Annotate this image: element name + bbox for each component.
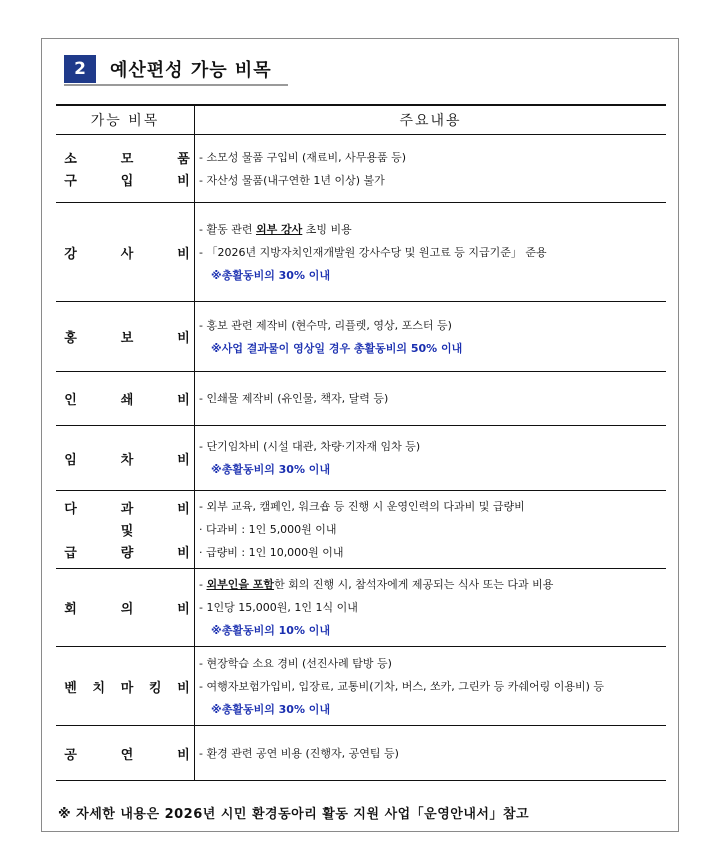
table-row xyxy=(56,491,666,569)
category-cell xyxy=(56,569,195,647)
content-cell xyxy=(195,726,667,781)
section-heading xyxy=(64,54,272,84)
content-line: - 외부 교육, 캠페인, 워크숍 등 진행 시 운영인력의 다과비 및 급량비 xyxy=(199,500,525,513)
category-char: 홍 xyxy=(64,331,77,346)
content-line xyxy=(199,573,666,596)
category-char: 쇄 xyxy=(120,393,134,408)
category-char: 회 xyxy=(64,602,77,617)
content-line: - 1인당 15,000원, 1인 1식 이내 xyxy=(199,601,358,614)
category-line xyxy=(56,597,194,619)
header-content: 주요내용 xyxy=(195,105,667,135)
category-char: 의 xyxy=(120,602,134,617)
content-line: - 현장학습 소요 경비 (선진사례 탐방 등) xyxy=(199,656,392,670)
category-cell xyxy=(56,372,195,426)
category-char: 킹 xyxy=(148,680,162,696)
heading-underline xyxy=(64,84,288,86)
category-char: 소 xyxy=(64,152,77,167)
underlined-text: 외부 강사 xyxy=(255,222,303,236)
content-line: - 인쇄물 제작비 (유인물, 책자, 달력 등) xyxy=(199,392,389,405)
category-char: 입 xyxy=(120,174,134,189)
category-cell xyxy=(56,726,195,781)
category-char: 비 xyxy=(177,502,190,517)
category-char: 비 xyxy=(177,680,190,696)
table-row xyxy=(56,426,666,491)
category-char: 량 xyxy=(120,546,134,561)
category-char: 급 xyxy=(64,546,77,561)
content-line: - 여행자보험가입비, 입장료, 교통비(기차, 버스, 쏘카, 그린카 등 카쉐어링 이용비) 등 xyxy=(199,679,605,693)
category-char: 사 xyxy=(120,246,134,262)
content-cell xyxy=(195,647,667,726)
header-category: 가능 비목 xyxy=(56,105,195,135)
category-cell xyxy=(56,426,195,491)
category-char: 공 xyxy=(64,747,77,763)
category-char: 비 xyxy=(177,602,190,617)
table-header-row xyxy=(56,105,666,135)
section-number: 2 xyxy=(64,55,96,83)
category-line xyxy=(56,447,194,469)
table-row xyxy=(56,203,666,302)
content-text: 한 회의 진행 시, 참석자에게 제공되는 식사 또는 다과 비용 xyxy=(274,578,554,591)
category-char: 비 xyxy=(177,331,190,346)
content-line: - 「2026년 지방자치인재개발원 강사수당 및 원고료 등 지급기준」 준용 xyxy=(199,245,547,259)
category-cell xyxy=(56,491,195,569)
category-char: 다 xyxy=(64,502,77,517)
table-row xyxy=(56,569,666,647)
category-char: 과 xyxy=(120,502,134,517)
category-char: 연 xyxy=(120,747,134,763)
category-char: 인 xyxy=(64,393,77,408)
content-cell xyxy=(195,203,667,302)
category-line xyxy=(56,326,194,348)
content-line: · 다과비 : 1인 5,000원 이내 xyxy=(199,523,337,536)
content-line xyxy=(199,218,666,241)
content-line: ※총활동비의 30% 이내 xyxy=(211,463,331,476)
content-line: - 자산성 물품(내구연한 1년 이상) 불가 xyxy=(199,173,385,187)
category-char: 비 xyxy=(177,393,190,408)
table-body xyxy=(56,135,666,781)
content-cell xyxy=(195,426,667,491)
category-line xyxy=(56,388,194,410)
section-title: 예산편성 가능 비목 xyxy=(110,60,272,81)
budget-table xyxy=(56,104,666,781)
category-char: 비 xyxy=(177,747,190,763)
category-char: 비 xyxy=(177,174,190,189)
footnote: ※ 자세한 내용은 2026년 시민 환경동아리 활동 지원 사업「운영안내서」참고 xyxy=(58,807,530,822)
content-text: 초빙 비용 xyxy=(302,222,352,236)
category-line xyxy=(56,742,194,764)
category-line xyxy=(56,541,194,563)
category-char: 모 xyxy=(120,152,134,167)
category-char: 및 xyxy=(120,524,134,539)
category-line xyxy=(56,169,194,191)
table-row xyxy=(56,302,666,372)
content-line: - 홍보 관련 제작비 (현수막, 리플렛, 영상, 포스터 등) xyxy=(199,318,452,332)
category-line xyxy=(56,519,194,541)
table-row xyxy=(56,372,666,426)
category-char: 강 xyxy=(64,246,77,262)
category-char: 차 xyxy=(120,452,134,468)
content-line: ※사업 결과물이 영상일 경우 총활동비의 50% 이내 xyxy=(211,341,463,355)
content-cell xyxy=(195,491,667,569)
category-line xyxy=(56,241,194,263)
content-text: - 활동 관련 xyxy=(199,222,256,236)
content-cell xyxy=(195,135,667,203)
category-char: 비 xyxy=(177,246,190,262)
table-row xyxy=(56,135,666,203)
category-cell xyxy=(56,302,195,372)
content-cell xyxy=(195,372,667,426)
content-line: ※총활동비의 30% 이내 xyxy=(211,702,331,716)
content-line: · 급량비 : 1인 10,000원 이내 xyxy=(199,546,344,559)
category-line xyxy=(56,497,194,519)
content-line: - 소모성 물품 구입비 (재료비, 사무용품 등) xyxy=(199,150,407,164)
category-char: 임 xyxy=(64,452,77,468)
category-char: 비 xyxy=(177,546,190,561)
category-cell xyxy=(56,135,195,203)
category-char: 치 xyxy=(92,680,106,696)
table-row xyxy=(56,647,666,726)
category-line xyxy=(56,675,194,697)
category-char: 보 xyxy=(120,331,134,346)
category-char: 비 xyxy=(177,452,190,468)
category-char: 품 xyxy=(177,152,190,167)
table-row xyxy=(56,726,666,781)
category-char: 마 xyxy=(120,680,134,696)
content-line: ※총활동비의 10% 이내 xyxy=(211,624,331,637)
category-cell xyxy=(56,647,195,726)
content-line: - 환경 관련 공연 비용 (진행자, 공연팀 등) xyxy=(199,746,399,760)
category-line xyxy=(56,147,194,169)
content-cell xyxy=(195,302,667,372)
underlined-text: 외부인을 포함 xyxy=(206,578,275,591)
category-char: 구 xyxy=(64,174,77,189)
content-cell xyxy=(195,569,667,647)
category-char: 벤 xyxy=(64,680,77,696)
category-cell xyxy=(56,203,195,302)
content-text: - xyxy=(199,578,207,591)
content-line: - 단기임차비 (시설 대관, 차량⋅기자재 임차 등) xyxy=(199,440,421,453)
content-line: ※총활동비의 30% 이내 xyxy=(211,268,331,282)
